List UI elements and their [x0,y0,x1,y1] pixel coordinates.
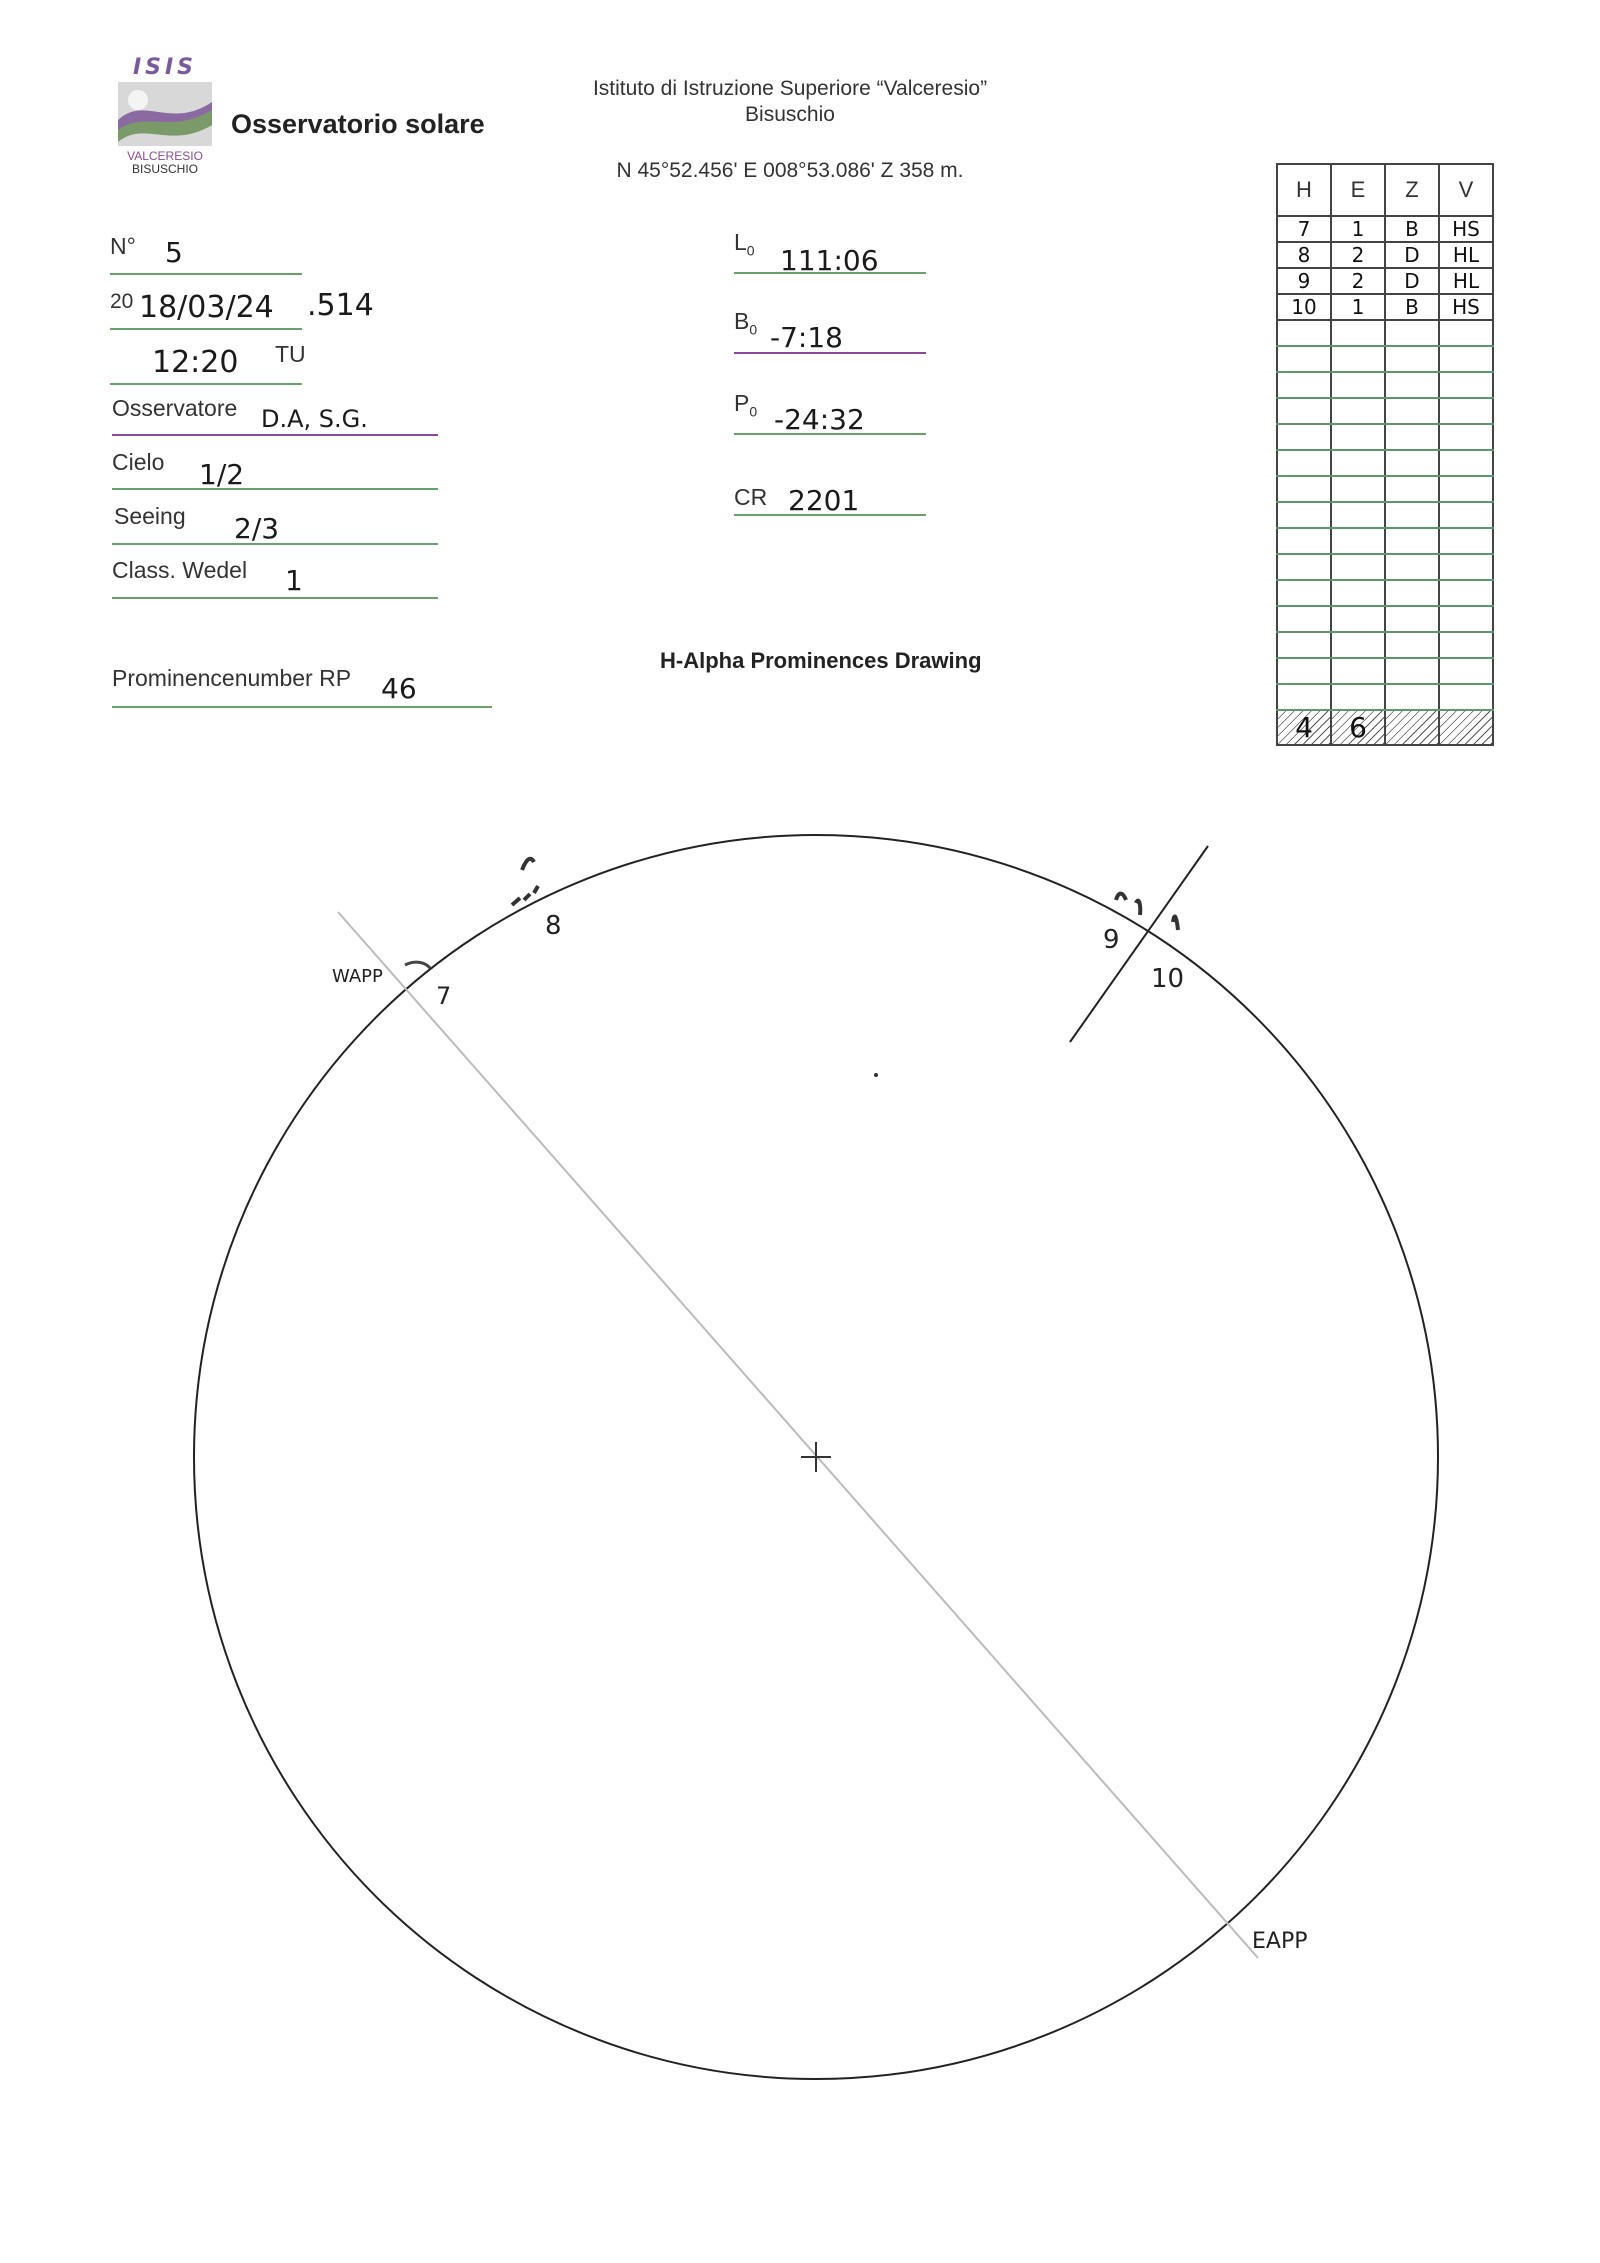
l0-subscript: 0 [746,242,755,259]
institute-name: Istituto di Istruzione Superiore “Valceresio” [592,77,988,100]
date-prefix: 20 [110,290,134,313]
prominence-number-value: 46 [381,672,417,705]
p0-letter: P [734,390,750,416]
observatory-title: Osservatorio solare [231,109,485,139]
prominence-10-label: 10 [1151,964,1185,994]
table-cell: 8 [1277,242,1331,268]
p0-value: -24:32 [774,403,865,436]
table-cell: HS [1439,294,1493,320]
logo-bottom-line2: BISUSCHIO [131,162,198,176]
prominence-9-label: 9 [1103,925,1120,955]
cr-value: 2201 [788,484,860,517]
table-cell: 1 [1331,216,1385,242]
table-cell: 2 [1331,242,1385,268]
table-cell: 7 [1277,216,1331,242]
institute-town: Bisuschio [745,103,835,126]
prominence-number-label: Prominencenumber RP [112,665,352,691]
table-cell: 10 [1277,294,1331,320]
p0-subscript: 0 [749,403,758,420]
prominence-9-sketch [1116,894,1140,915]
number-label: N° [110,233,136,259]
time-unit: TU [275,341,306,367]
table-header-v: V [1439,164,1493,216]
table-cell: B [1385,216,1439,242]
table-cell: 2 [1331,268,1385,294]
cr-label: CR [734,484,768,510]
e-app-label: EAPP [1252,1929,1308,1954]
seeing-label: Seeing [114,503,186,529]
prominence-9-10-marker-line [1070,846,1208,1042]
logo-isis-text: ISIS [132,55,198,80]
sky-value: 1/2 [199,458,245,491]
table-cell: D [1385,268,1439,294]
time-value: 12:20 [152,345,239,380]
table-header-z: Z [1385,164,1439,216]
wedel-label: Class. Wedel [112,557,248,583]
prominence-10-sketch [1173,917,1178,930]
table-cell: 1 [1331,294,1385,320]
seeing-value: 2/3 [234,512,280,545]
logo-bottom-line1: VALCERESIO [127,149,203,163]
l0-letter: L [734,229,747,255]
table-cell: 9 [1277,268,1331,294]
observer-value: D.A, S.G. [261,405,368,433]
table-cell: HS [1439,216,1493,242]
axis-line [338,912,1258,1958]
table-total-cell: 6 [1331,710,1385,745]
number-value: 5 [165,236,183,269]
sky-label: Cielo [112,449,165,475]
table-header-h: H [1277,164,1331,216]
b0-subscript: 0 [749,321,758,338]
observer-label: Osservatore [112,395,238,421]
prominence-8-label: 8 [545,911,562,941]
table-cell: B [1385,294,1439,320]
table-total-cell: 4 [1277,710,1331,745]
prominence-8-sketch [512,859,538,905]
drawing-title: H-Alpha Prominences Drawing [660,648,982,673]
b0-letter: B [734,308,750,334]
prominence-7-sketch [405,962,430,968]
l0-value: 111:06 [780,244,879,277]
table-cell: D [1385,242,1439,268]
wedel-value: 1 [285,564,303,597]
table-cell: HL [1439,242,1493,268]
prominence-7-label: 7 [436,982,452,1010]
observatory-coordinates: N 45°52.456' E 008°53.086' Z 358 m. [616,159,964,182]
b0-value: -7:18 [770,321,843,354]
disk-dot [874,1073,878,1077]
date-decimal: .514 [307,288,374,323]
date-value: 18/03/24 [139,290,274,325]
table-cell: HL [1439,268,1493,294]
table-header-e: E [1331,164,1385,216]
w-app-label: WAPP [332,966,383,987]
